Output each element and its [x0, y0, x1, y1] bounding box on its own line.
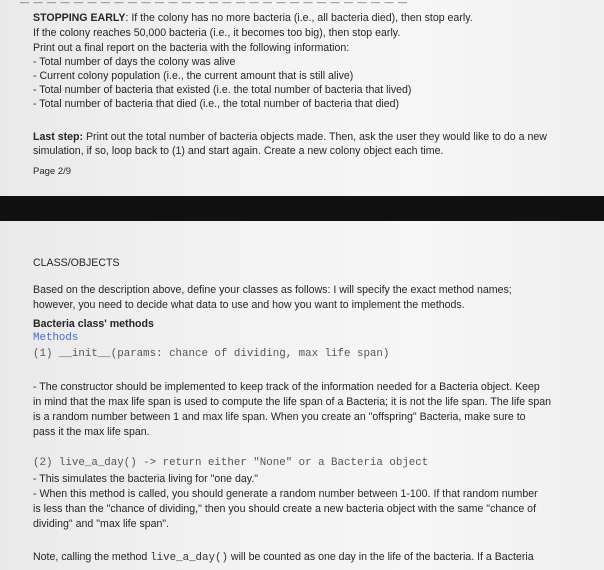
paragraph-line: - When this method is called, you should generate a random number between 1-100. If that random number	[33, 488, 538, 500]
note-line	[33, 551, 534, 565]
stopping-early-text: : If the colony has no more bacteria (i.e., all bacteria died), then stop early.	[125, 12, 473, 24]
last-step-heading: Last step:	[33, 131, 84, 143]
paragraph-line: Print out a final report on the bacteria with the following information:	[33, 42, 350, 54]
document-page-top	[0, 0, 604, 196]
methods-heading: Bacteria class' methods	[33, 318, 154, 330]
note-code: live_a_day()	[150, 552, 228, 564]
note-text: will be counted as one day in the life of the bacteria. If a Bacteria	[227, 551, 534, 563]
paragraph-line: Based on the description above, define your classes as follows: I will specify the exact method names;	[33, 284, 512, 296]
paragraph-line: in mind that the max life span is used to compute the life span of a Bacteria; it is not the life span. The life span	[33, 396, 552, 408]
paragraph-line: pass it the max life span.	[33, 426, 150, 438]
paragraph-line: If the colony reaches 50,000 bacteria (i.e., it becomes too big), then stop early.	[33, 27, 401, 39]
paragraph-line: - The constructor should be implemented to keep track of the information needed for a Bacteria object. Keep	[33, 381, 540, 393]
last-step-text: Print out the total number of bacteria objects made. Then, ask the user they would like to do a new	[83, 131, 547, 143]
stopping-early-line	[33, 12, 473, 25]
last-step-line	[33, 131, 547, 144]
cut-off-line: — — — — — — — — — — — — — — — — — — — — — — — — — — — — —	[20, 0, 409, 7]
methods-label: Methods	[33, 332, 79, 344]
document-page-bottom	[0, 221, 604, 570]
stopping-early-heading: STOPPING EARLY	[33, 12, 126, 24]
method-live-a-day-signature: (2) live_a_day() -> return either "None" or a Bacteria object	[33, 457, 429, 469]
paragraph-line: dividing" and "max life span".	[33, 518, 170, 530]
paragraph-line: is less than the "chance of dividing," then you should create a new bacteria object with the same "chance of	[33, 503, 537, 515]
bullet-item: - Current colony population (i.e., the current amount that is still alive)	[33, 70, 354, 82]
paragraph-line: simulation, if so, loop back to (1) and start again. Create a new colony object each time.	[33, 145, 444, 157]
bullet-item: - Total number of days the colony was alive	[33, 56, 236, 68]
paragraph-line: however, you need to decide what data to use and how you want to implement the methods.	[33, 299, 465, 311]
paragraph-line: is a random number between 1 and max life span. When you create an "offspring" Bacteria, make sure to	[33, 411, 526, 423]
bullet-item: - Total number of bacteria that existed (i.e. the total number of bacteria that lived)	[33, 84, 412, 96]
page-gap	[0, 196, 604, 221]
section-title: CLASS/OBJECTS	[33, 257, 120, 269]
paragraph-line: - This simulates the bacteria living for "one day."	[33, 473, 258, 485]
bullet-item: - Total number of bacteria that died (i.e., the total number of bacteria that died)	[33, 98, 400, 110]
method-init-signature: (1) __init__(params: chance of dividing, max life span)	[33, 348, 390, 360]
page-number: Page 2/9	[33, 166, 72, 177]
note-text: Note, calling the method	[33, 551, 151, 563]
